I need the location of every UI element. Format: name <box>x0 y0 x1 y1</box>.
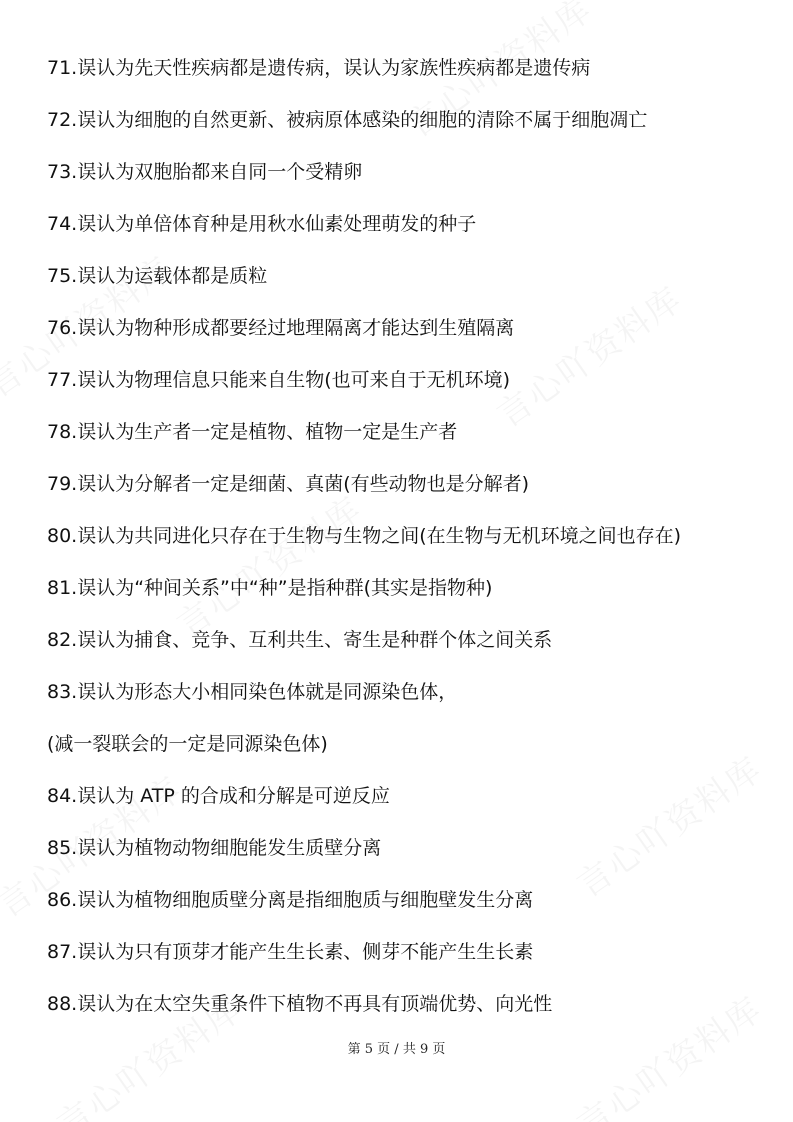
text-line: 74.误认为单倍体育种是用秋水仙素处理萌发的种子 <box>47 213 477 235</box>
text-line: 80.误认为共同进化只存在于生物与生物之间(在生物与无机环境之间也存在) <box>47 525 682 547</box>
text-line: 79.误认为分解者一定是细菌、真菌(有些动物也是分解者) <box>47 473 530 495</box>
text-line: 86.误认为植物细胞质壁分离是指细胞质与细胞壁发生分离 <box>47 889 534 911</box>
text-line: (减一裂联会的一定是同源染色体) <box>47 733 328 755</box>
text-line: 71.误认为先天性疾病都是遗传病，误认为家族性疾病都是遗传病 <box>47 57 591 79</box>
text-line: 88.误认为在太空失重条件下植物不再具有顶端优势、向光性 <box>47 993 553 1015</box>
text-line: 87.误认为只有顶芽才能产生生长素、侧芽不能产生生长素 <box>47 941 534 963</box>
page-footer: 第 5 页 / 共 9 页 <box>347 1042 446 1057</box>
text-line: 72.误认为细胞的自然更新、被病原体感染的细胞的清除不属于细胞凋亡 <box>47 109 648 131</box>
text-line: 83.误认为形态大小相同染色体就是同源染色体， <box>47 681 458 703</box>
text-line: 78.误认为生产者一定是植物、植物一定是生产者 <box>47 421 458 443</box>
text-body <box>47 55 767 1043</box>
text-line: 73.误认为双胞胎都来自同一个受精卵 <box>47 161 363 183</box>
text-line: 77.误认为物理信息只能来自生物(也可来自于无机环境) <box>47 369 511 391</box>
text-line: 85.误认为植物动物细胞能发生质壁分离 <box>47 837 382 859</box>
text-line: 75.误认为运载体都是质粒 <box>47 265 268 287</box>
text-line: 81.误认为“种间关系”中“种”是指种群(其实是指物种) <box>47 577 493 599</box>
text-line: 76.误认为物种形成都要经过地理隔离才能达到生殖隔离 <box>47 317 515 339</box>
text-line: 84.误认为 ATP 的合成和分解是可逆反应 <box>47 785 390 807</box>
text-line: 82.误认为捕食、竞争、互利共生、寄生是种群个体之间关系 <box>47 629 553 651</box>
